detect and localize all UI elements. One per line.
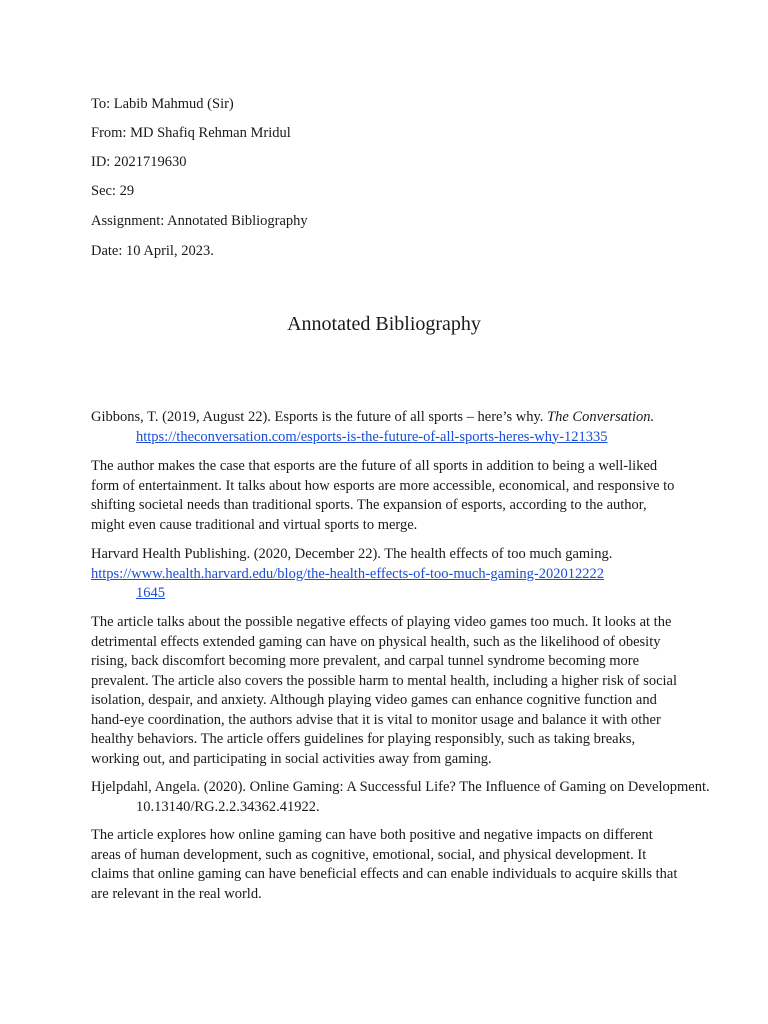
memo-to-line: To: Labib Mahmud (Sir) [91, 96, 234, 112]
citation-harvard-health [91, 545, 726, 604]
citation-link[interactable]: https://theconversation.com/esports-is-the-future-of-all-sports-heres-why-121335 [136, 428, 608, 445]
annotation-hjelpdahl: The article explores how online gaming can have both positive and negative impacts on different areas of human development, such as cognitive, emotional, social, and physical development. It claims that online gaming can have beneficial effects and can enable individuals to acquire skills that are relevant in the real world. [91, 827, 678, 902]
citation-gibbons [91, 408, 756, 447]
memo-assignment-line: Assignment: Annotated Bibliography [91, 213, 308, 229]
memo-id-line: ID: 2021719630 [91, 154, 187, 170]
memo-date-line: Date: 10 April, 2023. [91, 243, 214, 259]
document-title: Annotated Bibliography [287, 313, 481, 335]
citation-hjelpdahl: Hjelpdahl, Angela. (2020). Online Gaming: A Successful Life? The Influence of Gaming on Development. 10.13140/RG.2.2.34362.41922. [91, 779, 710, 815]
annotation-gibbons: The author makes the case that esports are the future of all sports in addition to being a well-liked form of entertainment. It talks about how esports are more accessible, economical, and responsive to shifting societal needs than traditional sports. The expansion of esports, according to the author, might even cause traditional and virtual sports to merge. [91, 458, 675, 533]
citation-source: The Conversation. [547, 409, 655, 425]
memo-section-line: Sec: 29 [91, 183, 135, 199]
annotation-harvard-health: The article talks about the possible negative effects of playing video games too much. It looks at the detrimental effects extended gaming can have on physical health, such as the likelihood of obesity rising, back discomfort becoming more prevalent, and carpal tunnel syndrome becoming more prevalent. The article also covers the possible harm to mental health, including a higher risk of social isolation, despair, and anxiety. Although playing video games can enhance cognitive function and hand-eye coordination, the authors advise that it is vital to monitor usage and balance it with other healthy behaviors. The article offers guidelines for playing responsibly, such as taking breaks, working out, and participating in social activities away from gaming. [91, 614, 677, 767]
citation-text: Gibbons, T. (2019, August 22). Esports is the future of all sports – here’s why. [91, 409, 548, 425]
citation-link[interactable]: https://www.health.harvard.edu/blog/the-health-effects-of-too-much-gaming-2020122221645 [91, 565, 604, 601]
memo-from-line: From: MD Shafiq Rehman Mridul [91, 125, 291, 141]
citation-text: Harvard Health Publishing. (2020, December 22). The health effects of too much gaming. [91, 546, 613, 562]
